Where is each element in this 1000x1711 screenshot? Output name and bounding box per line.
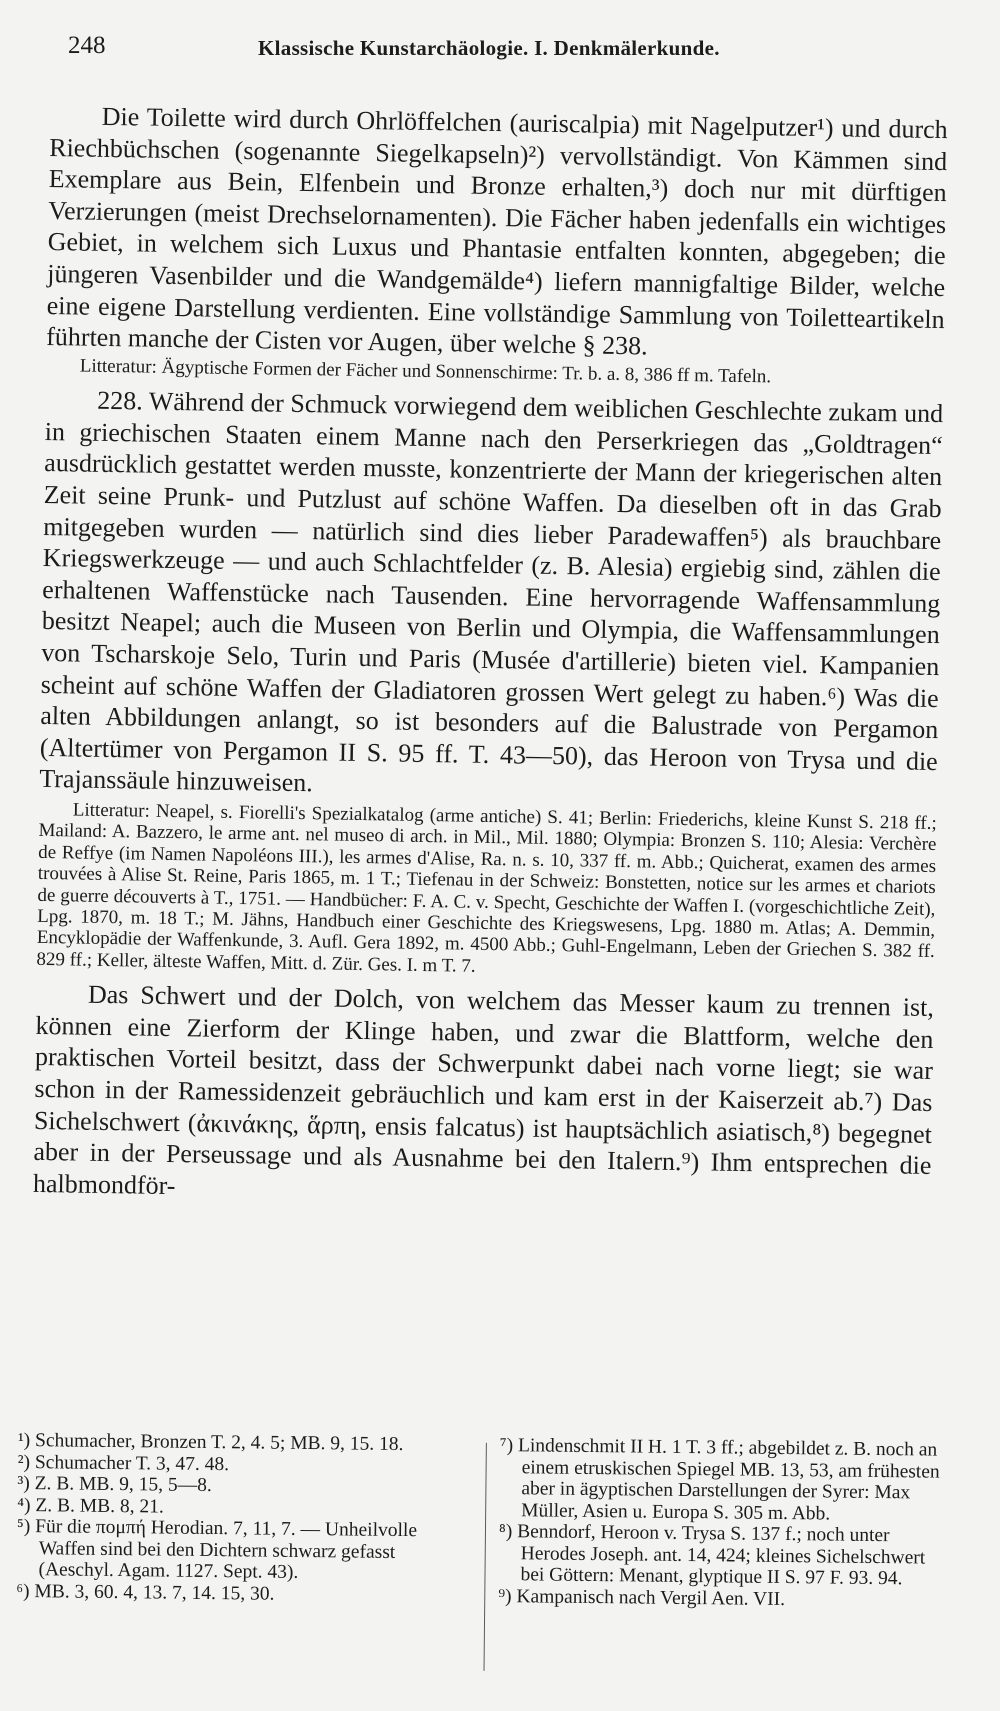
footnote-9: ⁹) Kampanisch nach Vergil Aen. VII.	[498, 1585, 786, 1610]
footnote-4: ⁴) Z. B. MB. 8, 21.	[17, 1494, 164, 1518]
footnote-column-divider	[484, 1443, 487, 1671]
literature-note-waffen: Litteratur: Neapel, s. Fiorelli's Spezialkatalog (arme antiche) S. 41; Berlin: Friederichs, kleine Kunst S. 218 ff.; Mailand: A. Bazzero, le arme ant. nel museo di arch. in Mil., Mil. 1880; Olympia: Bronzen S. 110; Alesia: Verchère de Reffye (im Namen Napoléons III.), les armes d'Alise, Ra. n. s. 10, 337 ff. m. Abb.; Quicherat, examen des armes trouvées à Alise St. Reine, Paris 1865, m. 1 T.; Tiefenau in der Schweiz: Bonstetten, notice sur les armes et chariots de guerre découverts à T., 1751. — Handbücher: F. A. C. v. Specht, Geschichte der Waffen I. (vorgeschichtliche Zeit), Lpg. 1870, m. 18 T.; M. Jähns, Handbuch einer Geschichte des Kriegswesens, Lpg. 1880 m. Atlas; A. Demmin, Encyklopädie der Waffenkunde, 3. Aufl. Gera 1892, m. 4500 Abb.; Guhl-Engelmann, Leben der Griechen S. 382 ff. 829 ff.; Keller, älteste Waffen, Mitt. d. Zür. Ges. I. m T. 7.	[36, 799, 937, 977]
footnote-5: ⁵) Für die πομπή Herodian. 7, 11, 7. — Unheilvolle Waffen sind bei den Dichtern schwarz gefasst (Aeschyl. Agam. 1127. Sept. 43).	[16, 1515, 418, 1583]
literature-note-faecher: Litteratur: Ägyptische Formen der Fächer und Sonnenschirme: Tr. b. a. 8, 386 ff m. Tafeln.	[79, 355, 772, 388]
paragraph-schwert: Das Schwert und der Dolch, von welchem das Messer kaum zu trennen ist, können eine Zierform der Klinge haben, und zwar die Blattform, welche den praktischen Vorteil besitzt, dass der Schwerpunkt dabei nach vorne liegt; sie war schon in der Ramessidenzeit gebräuchlich und kam erst in der Kaiserzeit ab.⁷) Das Sichelschwert (ἀκινάκης, ἅρπη, ensis falcatus) ist hauptsächlich asiatisch,⁸) begegnet aber in der Perseussage und als Ausnahme bei den Italern.⁹) Ihm entsprechen die halbmondför-	[32, 979, 935, 1200]
footnote-8: ⁸) Benndorf, Heroon v. Trysa S. 137 f.; noch unter Herodes Joseph. ant. 14, 424; kleines Sichelschwert bei Göttern: Menant, glyptique II S. 97 F. 93. 94.	[498, 1521, 926, 1590]
footnotes-left-column	[16, 1430, 468, 1607]
running-title: Klassische Kunstarchäologie. I. Denkmälerkunde.	[258, 36, 720, 60]
footnotes	[15, 1430, 949, 1680]
main-text	[33, 100, 948, 1213]
page-number: 248	[68, 32, 106, 59]
page-header	[68, 32, 948, 68]
paragraph-228-waffen: 228. Während der Schmuck vorwiegend dem weiblichen Geschlechte zukam und in griechischen Staaten einem Manne nach den Perserkriegen das „Goldtragen“ ausdrücklich gestattet werden musste, konzentrierte der Mann der kriegerischen alten Zeit seine Prunk- und Putzlust auf schöne Waffen. Da dieselben oft in das Grab mitgegeben wurden — natürlich sind dies lieber Paradewaffen⁵) als brauchbare Kriegswerkzeuge — und auch Schlachtfelder (z. B. Alesia) ergiebig sind, zählen die erhaltenen Waffenstücke nach Tausenden. Eine hervorragende Waffensammlung besitzt Neapel; auch die Museen von Berlin und Olympia, die Waffensammlungen von Tscharskoje Selo, Turin und Paris (Musée d'artillerie) bieten viel. Kampanien scheint auf schöne Waffen der Gladiatoren grossen Wert gelegt zu haben.⁶) Was die alten Abbildungen anlangt, so ist besonders auf die Balustrade von Pergamon (Altertümer von Pergamon II S. 95 ff. T. 43—50), das Heroon von Trysa und die Trajanssäule hinzuweisen.	[39, 385, 944, 798]
footnote-2: ²) Schumacher T. 3, 47. 48.	[17, 1451, 230, 1475]
footnotes-right-column	[498, 1435, 950, 1612]
footnote-7: ⁷) Lindenschmit II H. 1 T. 3 ff.; abgebildet z. B. noch an einem etruskischen Spiegel MB. 13, 53, am frühesten aber in ägyptischen Darstellungen der Syrer: Max Müller, Asien u. Europa S. 305 m. Abb.	[499, 1435, 940, 1525]
footnote-6: ⁶) MB. 3, 60. 4, 13. 7, 14. 15, 30.	[16, 1580, 275, 1605]
paragraph-toilette: Die Toilette wird durch Ohrlöffelchen (auriscalpia) mit Nagelputzer¹) und durch Riechbüchschen (sogenannte Siegelkapseln)²) vervollständigt. Von Kämmen sind Exemplare aus Bein, Elfenbein und Bronze erhalten,³) doch nur mit dürftigen Verzierungen (meist Drechselornamenten). Die Fächer haben jedenfalls ein wichtiges Gebiet, in welchem sich Luxus und Phantasie entfalten konnten, abgegeben; die jüngeren Vasenbilder und die Wandgemälde⁴) liefern mannigfaltige Bilder, welche eine eigene Darstellung verdienten. Eine vollständige Sammlung von Toiletteartikeln führten manche der Cisten vor Augen, über welche § 238.	[46, 101, 948, 361]
footnote-3: ³) Z. B. MB. 9, 15, 5—8.	[17, 1472, 212, 1497]
footnote-1: ¹) Schumacher, Bronzen T. 2, 4. 5; MB. 9, 15. 18.	[17, 1430, 404, 1456]
